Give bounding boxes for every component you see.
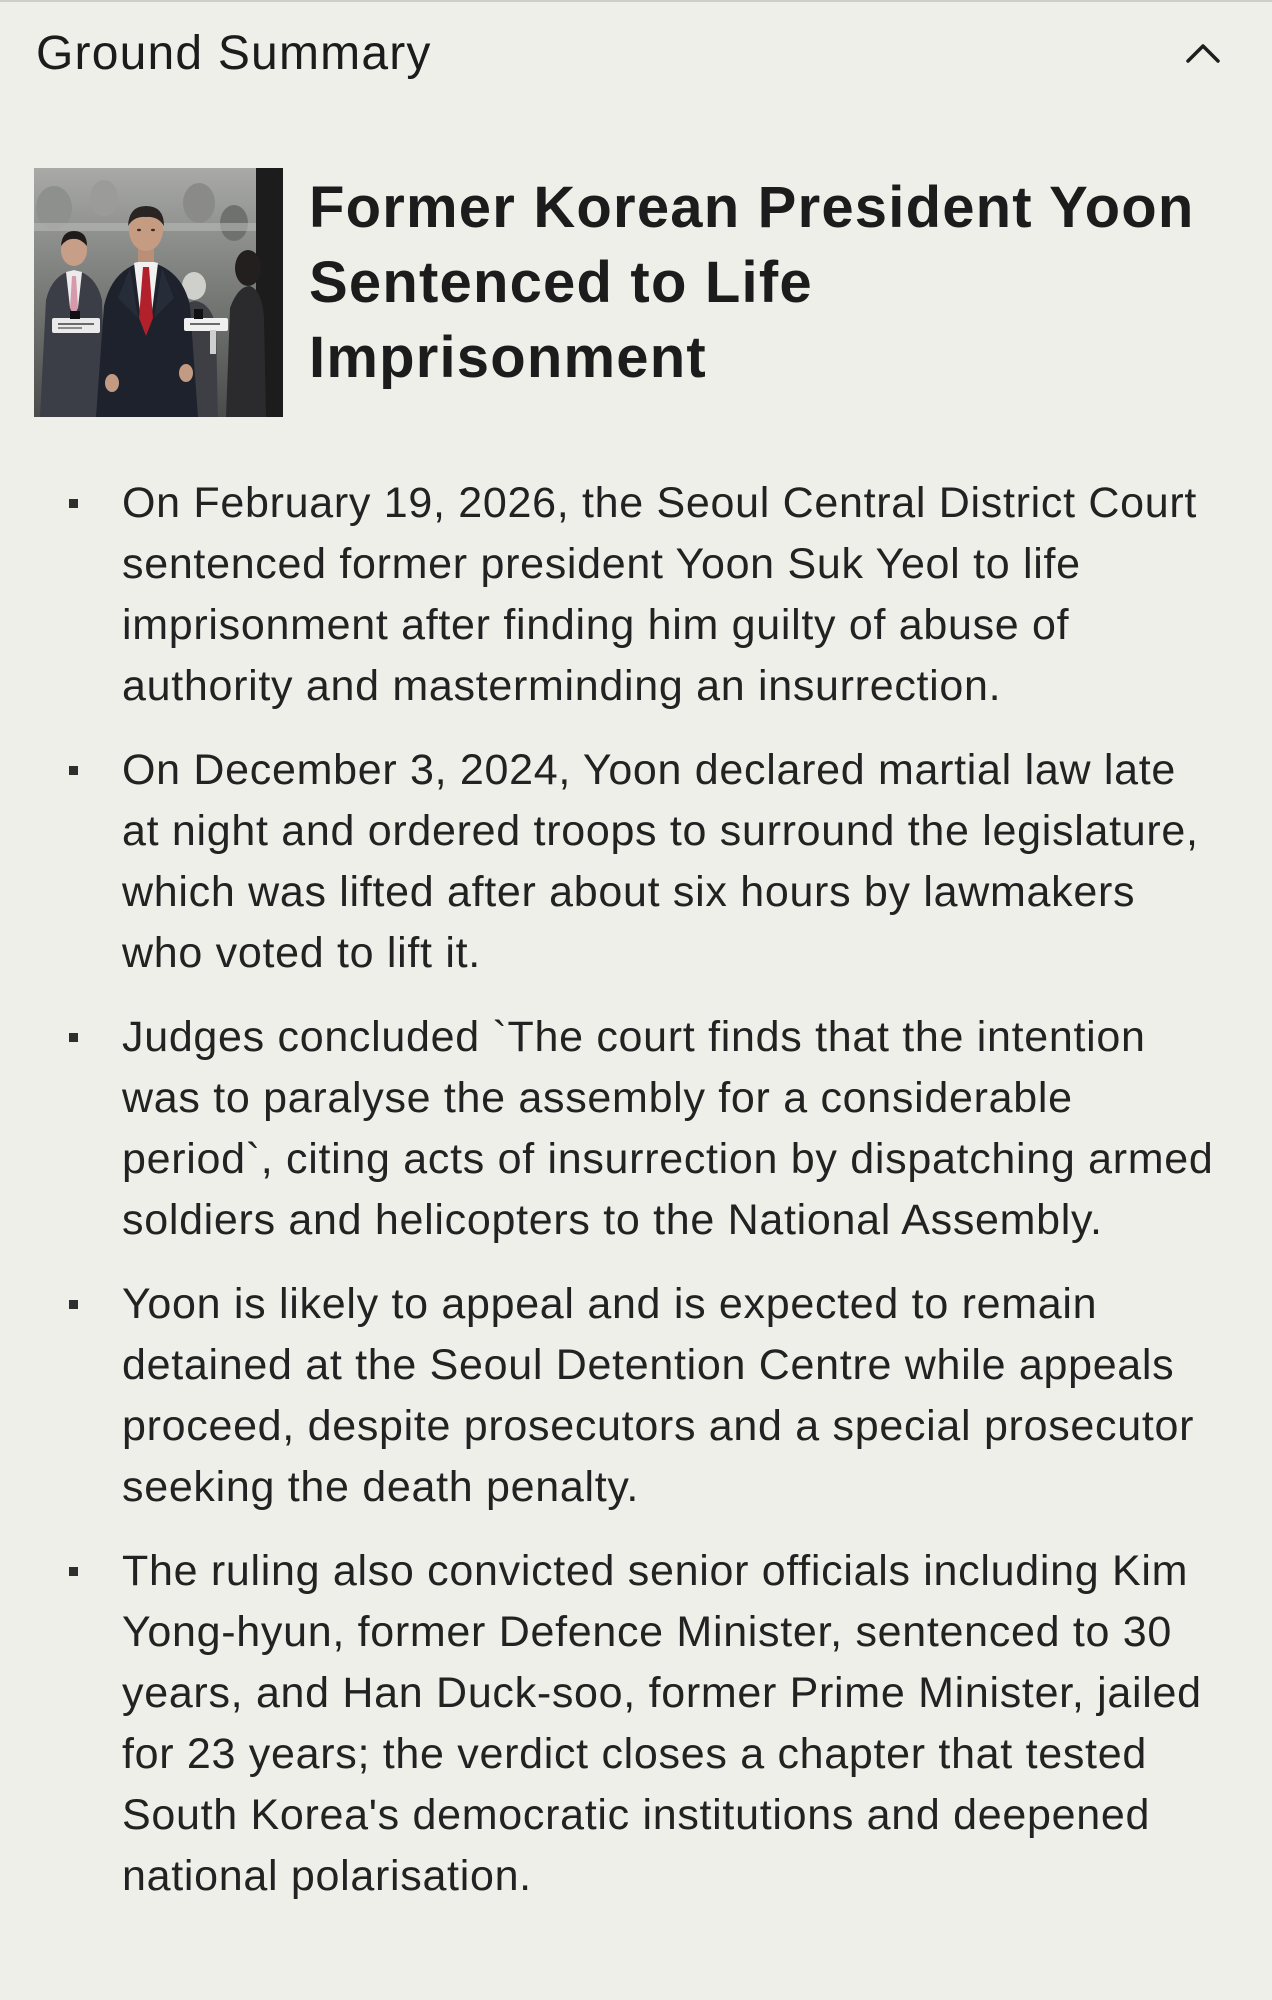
article-thumbnail-photo xyxy=(34,168,283,417)
summary-bullet-item xyxy=(0,740,1225,984)
article-thumbnail xyxy=(34,168,283,417)
summary-section-title: Ground Summary xyxy=(36,27,432,80)
summary-bullet-text: The ruling also convicted senior officials including Kim Yong-hyun, former Defence Minister, sentenced to 30 years, and Han Duck-soo, former Prime Minister, jailed for 23 years; the verdict closes a chapter that tested South Korea's democratic institutions and deepened national polarisation. xyxy=(122,1547,1202,1900)
summary-bullet-text: On February 19, 2026, the Seoul Central District Court sentenced former president Yoon Suk Yeol to life imprisonment after finding him guilty of abuse of authority and masterminding an insurrection. xyxy=(122,479,1198,710)
summary-header[interactable] xyxy=(0,2,1272,108)
summary-bullet-list xyxy=(0,473,1272,1930)
bullet-marker xyxy=(69,1300,78,1309)
bullet-marker xyxy=(69,766,78,775)
summary-bullet-text: On December 3, 2024, Yoon declared martial law late at night and ordered troops to surround the legislature, which was lifted after about six hours by lawmakers who voted to lift it. xyxy=(122,746,1199,977)
bullet-marker xyxy=(69,1033,78,1042)
summary-bullet-item xyxy=(0,1274,1225,1518)
bullet-marker xyxy=(69,499,78,508)
chevron-up-icon[interactable] xyxy=(1183,34,1223,74)
summary-bullet-item xyxy=(0,1541,1225,1907)
bullet-marker xyxy=(69,1567,78,1576)
summary-bullet-item xyxy=(0,473,1225,717)
summary-bullet-item xyxy=(0,1007,1225,1251)
summary-bullet-text: Judges concluded `The court finds that the intention was to paralyse the assembly for a considerable period`, citing acts of insurrection by dispatching armed soldiers and helicopters to the National Assembly. xyxy=(122,1013,1214,1244)
summary-bullet-text: Yoon is likely to appeal and is expected to remain detained at the Seoul Detention Centre while appeals proceed, despite prosecutors and a special prosecutor seeking the death penalty. xyxy=(122,1280,1195,1511)
article-title: Former Korean President Yoon Sentenced to Life Imprisonment xyxy=(309,175,1195,390)
